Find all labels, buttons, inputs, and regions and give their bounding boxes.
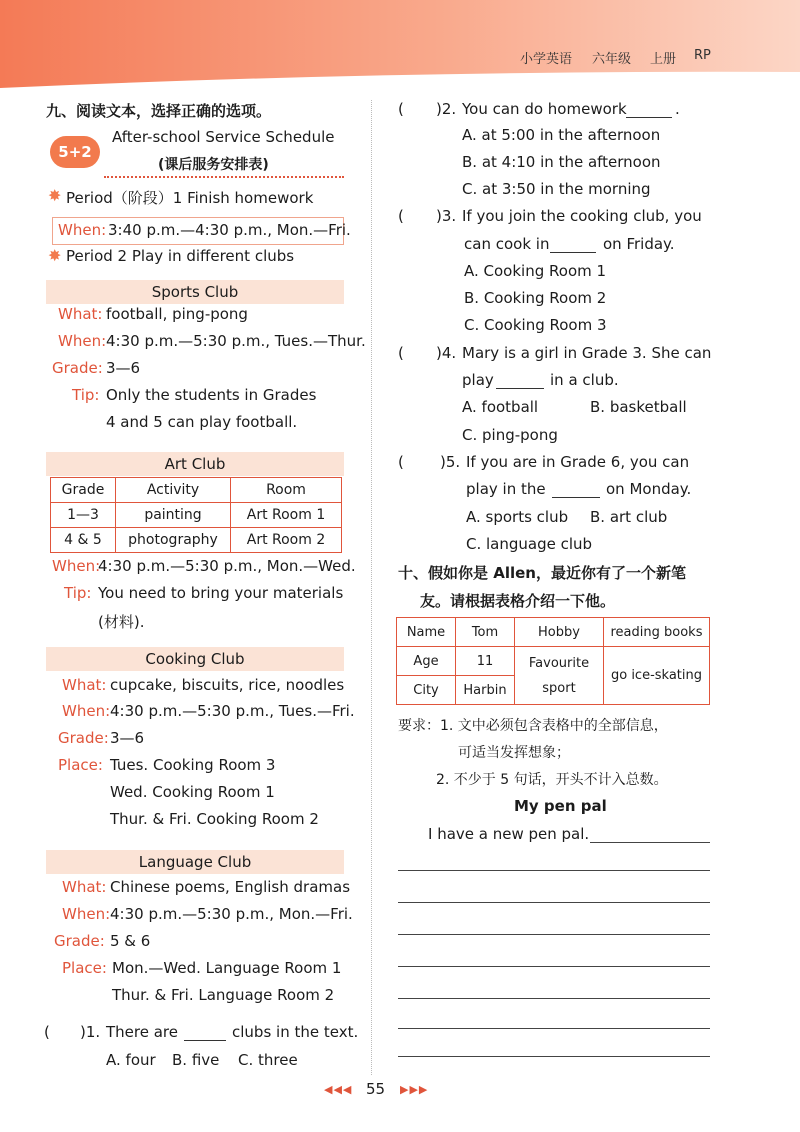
- cooking-place3: Thur. & Fri. Cooking Room 2: [110, 810, 319, 828]
- cooking-club-name: Cooking Club: [145, 650, 245, 668]
- q2-pre: You can do homework: [462, 100, 627, 118]
- schedule-title: After-school Service Schedule: [112, 128, 335, 146]
- q4-line1: Mary is a girl in Grade 3. She can: [462, 344, 712, 362]
- next-arrows-icon: ▶▶▶: [400, 1083, 429, 1096]
- table-row: [51, 503, 342, 528]
- q2-paren: (: [398, 100, 404, 118]
- q2-option-b: B. at 4:10 in the afternoon: [462, 153, 661, 171]
- q5-num: )5.: [440, 453, 461, 471]
- header-grade: 六年级: [592, 52, 632, 67]
- q2-num: )2.: [436, 100, 457, 118]
- cooking-place2: Wed. Cooking Room 1: [110, 783, 275, 801]
- table-label-sport-line2: sport: [542, 680, 576, 696]
- cooking-what: cupcake, biscuits, rice, noodles: [110, 676, 345, 694]
- q3-option-b: B. Cooking Room 2: [464, 289, 607, 307]
- q1-option-a: A. four: [106, 1051, 156, 1069]
- table-label-name: Name: [397, 618, 456, 647]
- writing-line[interactable]: [398, 934, 710, 935]
- q5-option-c: C. language club: [466, 535, 593, 553]
- art-club-table: [50, 477, 342, 553]
- cooking-place-label: Place:: [58, 756, 103, 774]
- sports-tip-line1: Only the students in Grades: [106, 386, 317, 404]
- sports-what-label: What:: [58, 305, 103, 323]
- q1-num: )1.: [80, 1023, 101, 1041]
- section9-title: 九、阅读文本，选择正确的选项。: [46, 102, 272, 120]
- q1-option-c: C. three: [238, 1051, 298, 1069]
- q3-pre: can cook in: [464, 235, 550, 253]
- writing-line[interactable]: [398, 1028, 710, 1029]
- requirement-2: 2. 不少于 5 句话，开头不计入总数。: [436, 772, 668, 788]
- badge-5plus2: 5+2: [50, 136, 100, 168]
- q3-post: on Friday.: [603, 235, 675, 253]
- period1: Period（阶段）1 Finish homework: [66, 189, 314, 207]
- art-club-name: Art Club: [164, 455, 226, 473]
- table-cell: 1—3: [51, 503, 116, 528]
- language-what: Chinese poems, English dramas: [110, 878, 351, 896]
- sports-tip-label: Tip:: [72, 386, 100, 404]
- sports-what: football, ping-pong: [106, 305, 248, 323]
- table-row: [397, 618, 710, 647]
- title-rule: [104, 176, 344, 178]
- table-cell: 4 & 5: [51, 528, 116, 553]
- cooking-grade: 3—6: [110, 729, 145, 747]
- period2: Period 2 Play in different clubs: [66, 247, 295, 265]
- q1-paren: (: [44, 1023, 50, 1041]
- q1-blank[interactable]: [184, 1040, 226, 1041]
- q4-num: )4.: [436, 344, 457, 362]
- essay-title: My pen pal: [514, 797, 607, 815]
- table-cell: painting: [116, 503, 231, 528]
- header-volume: 上册: [650, 52, 677, 67]
- q5-pre: play in the: [466, 480, 546, 498]
- sports-club-name: Sports Club: [151, 283, 239, 301]
- language-when: 4:30 p.m.—5:30 p.m., Mon.—Fri.: [110, 905, 353, 923]
- q2-option-a: A. at 5:00 in the afternoon: [462, 126, 661, 144]
- table-cell: photography: [116, 528, 231, 553]
- q5-option-a: A. sports club: [466, 508, 569, 526]
- q3-blank[interactable]: [550, 252, 596, 253]
- q3-option-a: A. Cooking Room 1: [464, 262, 607, 280]
- table-row: [397, 647, 710, 676]
- header-subject: 小学英语: [520, 52, 573, 67]
- cooking-what-label: What:: [62, 676, 107, 694]
- q3-num: )3.: [436, 207, 457, 225]
- language-place-label: Place:: [62, 959, 107, 977]
- q3-paren: (: [398, 207, 404, 225]
- section10-title-line1: 十、假如你是 Allen，最近你有了一个新笔: [398, 564, 686, 582]
- art-tip-line1: You need to bring your materials: [98, 584, 344, 602]
- art-when-label: When:: [52, 557, 101, 575]
- pen-pal-table: [396, 617, 710, 705]
- art-tip-line2: (材料).: [98, 613, 145, 631]
- q5-line1: If you are in Grade 6, you can: [466, 453, 690, 471]
- table-label-sport-line1: Favourite: [528, 655, 590, 671]
- header-edition: RP: [694, 48, 711, 63]
- q2-blank[interactable]: [626, 117, 672, 118]
- column-divider: [371, 100, 372, 1075]
- cooking-when-label: When:: [62, 702, 111, 720]
- table-header-room: Room: [231, 478, 342, 503]
- language-club-name: Language Club: [138, 853, 252, 871]
- table-row: [51, 528, 342, 553]
- sports-when-label: When:: [58, 332, 107, 350]
- cooking-grade-label: Grade:: [58, 729, 109, 747]
- table-label-city: City: [397, 676, 456, 705]
- star-icon: ✸: [48, 186, 62, 205]
- writing-line[interactable]: [398, 998, 710, 999]
- table-header-activity: Activity: [116, 478, 231, 503]
- writing-line[interactable]: [398, 1056, 710, 1057]
- writing-line[interactable]: [398, 966, 710, 967]
- q5-paren: (: [398, 453, 404, 471]
- star-icon: ✸: [48, 246, 62, 265]
- prev-arrows-icon: ◀◀◀: [324, 1083, 353, 1096]
- q2-post: .: [675, 100, 680, 118]
- table-cell: Art Room 1: [231, 503, 342, 528]
- q4-blank[interactable]: [496, 388, 544, 389]
- writing-line[interactable]: [590, 842, 710, 843]
- header-band: [0, 0, 800, 92]
- language-grade: 5 & 6: [110, 932, 151, 950]
- q4-option-a: A. football: [462, 398, 539, 416]
- q5-post: on Monday.: [606, 480, 692, 498]
- q5-option-b: B. art club: [590, 508, 668, 526]
- requirement-1b: 可适当发挥想象；: [458, 745, 570, 761]
- table-label-sport: [515, 647, 604, 705]
- sports-when: 4:30 p.m.—5:30 p.m., Tues.—Thur.: [106, 332, 366, 350]
- q3-option-c: C. Cooking Room 3: [464, 316, 607, 334]
- section10-title-line2: 友。请根据表格介绍一下他。: [420, 592, 616, 610]
- q3-line1: If you join the cooking club, you: [462, 207, 702, 225]
- language-place2: Thur. & Fri. Language Room 2: [112, 986, 335, 1004]
- writing-line[interactable]: [398, 870, 710, 871]
- q2-option-c: C. at 3:50 in the morning: [462, 180, 651, 198]
- q4-pre: play: [462, 371, 494, 389]
- table-header-grade: Grade: [51, 478, 116, 503]
- period1-when-label: When:: [58, 221, 107, 239]
- table-value-sport: go ice-skating: [604, 647, 710, 705]
- table-label-age: Age: [397, 647, 456, 676]
- table-value-hobby: reading books: [604, 618, 710, 647]
- q4-option-b: B. basketball: [590, 398, 687, 416]
- language-what-label: What:: [62, 878, 107, 896]
- period1-when: 3:40 p.m.—4:30 p.m., Mon.—Fri.: [108, 221, 351, 239]
- table-row: [51, 478, 342, 503]
- art-when: 4:30 p.m.—5:30 p.m., Mon.—Wed.: [98, 557, 356, 575]
- language-grade-label: Grade:: [54, 932, 105, 950]
- cooking-place1: Tues. Cooking Room 3: [110, 756, 276, 774]
- sports-tip-line2: 4 and 5 can play football.: [106, 413, 298, 431]
- q4-paren: (: [398, 344, 404, 362]
- writing-line[interactable]: [398, 902, 710, 903]
- table-value-name: Tom: [456, 618, 515, 647]
- sports-grade: 3—6: [106, 359, 141, 377]
- language-when-label: When:: [62, 905, 111, 923]
- art-tip-label: Tip:: [64, 584, 92, 602]
- table-label-hobby: Hobby: [515, 618, 604, 647]
- q4-post: in a club.: [550, 371, 619, 389]
- schedule-subtitle: (课后服务安排表): [158, 157, 269, 173]
- q5-blank[interactable]: [552, 497, 600, 498]
- q1-pre: There are: [106, 1023, 178, 1041]
- q4-option-c: C. ping-pong: [462, 426, 558, 444]
- page-number: 55: [366, 1080, 386, 1098]
- sports-grade-label: Grade:: [52, 359, 103, 377]
- requirement-1: 要求：1. 文中必须包含表格中的全部信息，: [398, 718, 668, 734]
- table-cell: Art Room 2: [231, 528, 342, 553]
- language-place1: Mon.—Wed. Language Room 1: [112, 959, 342, 977]
- table-value-city: Harbin: [456, 676, 515, 705]
- q1-option-b: B. five: [172, 1051, 220, 1069]
- cooking-when: 4:30 p.m.—5:30 p.m., Tues.—Fri.: [110, 702, 355, 720]
- essay-start: I have a new pen pal.: [428, 825, 590, 843]
- q1-post: clubs in the text.: [232, 1023, 359, 1041]
- table-value-age: 11: [456, 647, 515, 676]
